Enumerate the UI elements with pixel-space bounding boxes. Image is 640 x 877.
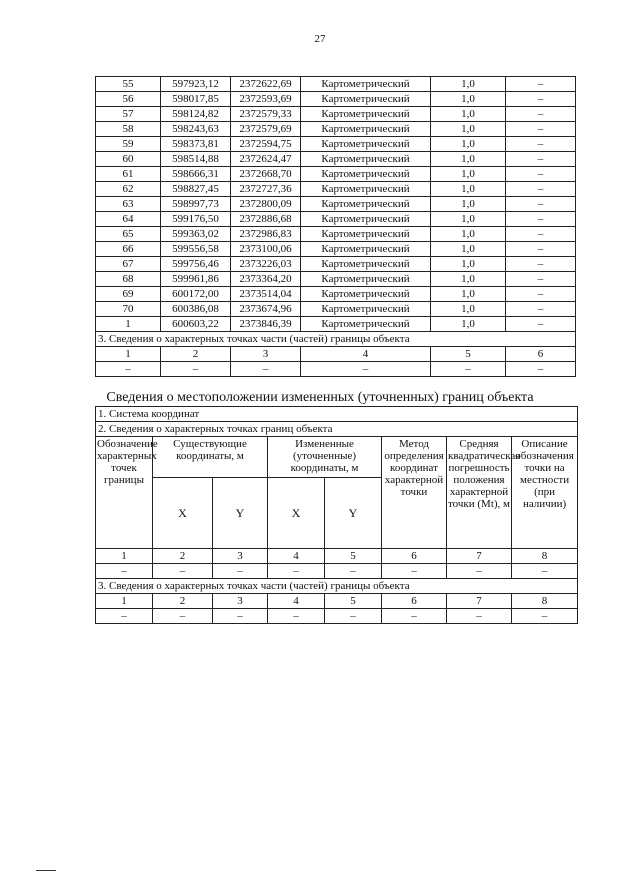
accuracy: 1,0 — [431, 257, 506, 272]
dash-cell: – — [231, 362, 301, 377]
coord-y: 2372624,47 — [231, 152, 301, 167]
coord-y: 2372986,83 — [231, 227, 301, 242]
point-number: 55 — [96, 77, 161, 92]
point-number: 60 — [96, 152, 161, 167]
dash-cell: – — [96, 564, 153, 579]
column-number: 8 — [512, 549, 578, 564]
column-number: 6 — [506, 347, 576, 362]
table-row — [96, 92, 576, 107]
dash-cell: – — [325, 609, 382, 624]
description: – — [506, 257, 576, 272]
point-number: 62 — [96, 182, 161, 197]
description: – — [506, 302, 576, 317]
column-number: 6 — [382, 549, 447, 564]
dash-cell: – — [431, 362, 506, 377]
header-existing-coords: Существующие координаты, м — [153, 437, 268, 478]
coord-x: 598997,73 — [161, 197, 231, 212]
header-existing-x: X — [153, 478, 213, 549]
coord-x: 598124,82 — [161, 107, 231, 122]
description: – — [506, 107, 576, 122]
changed-boundaries-table — [95, 406, 578, 624]
point-number: 1 — [96, 317, 161, 332]
coord-x: 600172,00 — [161, 287, 231, 302]
column-number: 7 — [447, 594, 512, 609]
dash-cell: – — [96, 609, 153, 624]
description: – — [506, 272, 576, 287]
coord-x: 598243,63 — [161, 122, 231, 137]
header-existing-y: Y — [213, 478, 268, 549]
coord-x: 599363,02 — [161, 227, 231, 242]
accuracy: 1,0 — [431, 182, 506, 197]
coordinates-table — [95, 76, 576, 377]
empty-dash-row — [96, 362, 576, 377]
coord-y: 2373364,20 — [231, 272, 301, 287]
header-description: Описание обозначения точки на местности (при наличии) — [512, 437, 578, 549]
point-number: 65 — [96, 227, 161, 242]
table-row — [96, 272, 576, 287]
coord-y: 2372579,33 — [231, 107, 301, 122]
accuracy: 1,0 — [431, 107, 506, 122]
point-number: 64 — [96, 212, 161, 227]
column-number: 5 — [325, 549, 382, 564]
header-method: Метод определения координат характерной точки — [382, 437, 447, 549]
corner-mark — [36, 870, 56, 871]
header-designation: Обозначение характерных точек границы — [96, 437, 153, 549]
coord-x: 597923,12 — [161, 77, 231, 92]
coord-y: 2372886,68 — [231, 212, 301, 227]
coord-y: 2372800,09 — [231, 197, 301, 212]
description: – — [506, 317, 576, 332]
coord-x: 598017,85 — [161, 92, 231, 107]
point-number: 61 — [96, 167, 161, 182]
column-numbers-row — [96, 594, 578, 609]
coord-y: 2373226,03 — [231, 257, 301, 272]
table-row — [96, 167, 576, 182]
dash-cell: – — [301, 362, 431, 377]
coord-x: 598373,81 — [161, 137, 231, 152]
description: – — [506, 212, 576, 227]
coord-x: 598514,88 — [161, 152, 231, 167]
accuracy: 1,0 — [431, 167, 506, 182]
dash-cell: – — [161, 362, 231, 377]
column-numbers-row — [96, 549, 578, 564]
dash-cell: – — [153, 609, 213, 624]
table-row — [96, 77, 576, 92]
table-row — [96, 137, 576, 152]
coord-x: 600386,08 — [161, 302, 231, 317]
dash-cell: – — [512, 609, 578, 624]
column-number: 2 — [161, 347, 231, 362]
description: – — [506, 152, 576, 167]
description: – — [506, 227, 576, 242]
point-number: 58 — [96, 122, 161, 137]
dash-cell: – — [382, 564, 447, 579]
coord-y: 2372579,69 — [231, 122, 301, 137]
coord-y: 2373514,04 — [231, 287, 301, 302]
method: Картометрический — [301, 287, 431, 302]
column-number: 1 — [96, 347, 161, 362]
coordinate-system-row: 1. Система координат — [96, 407, 578, 422]
column-number: 1 — [96, 549, 153, 564]
coord-x: 599176,50 — [161, 212, 231, 227]
column-number: 4 — [268, 549, 325, 564]
dash-cell: – — [512, 564, 578, 579]
table-row — [96, 317, 576, 332]
method: Картометрический — [301, 257, 431, 272]
header-changed-x: X — [268, 478, 325, 549]
accuracy: 1,0 — [431, 242, 506, 257]
dash-cell: – — [268, 564, 325, 579]
coord-y: 2372622,69 — [231, 77, 301, 92]
coord-x: 600603,22 — [161, 317, 231, 332]
accuracy: 1,0 — [431, 152, 506, 167]
description: – — [506, 287, 576, 302]
table-row — [96, 257, 576, 272]
accuracy: 1,0 — [431, 227, 506, 242]
method: Картометрический — [301, 197, 431, 212]
dash-cell: – — [447, 564, 512, 579]
table-row — [96, 302, 576, 317]
method: Картометрический — [301, 227, 431, 242]
description: – — [506, 137, 576, 152]
dash-cell: – — [325, 564, 382, 579]
method: Картометрический — [301, 302, 431, 317]
table-row — [96, 227, 576, 242]
description: – — [506, 242, 576, 257]
accuracy: 1,0 — [431, 137, 506, 152]
coord-x: 599756,46 — [161, 257, 231, 272]
method: Картометрический — [301, 152, 431, 167]
table-row — [96, 152, 576, 167]
table-row — [96, 212, 576, 227]
column-number: 3 — [213, 549, 268, 564]
table-row — [96, 197, 576, 212]
accuracy: 1,0 — [431, 287, 506, 302]
column-number: 8 — [512, 594, 578, 609]
header-changed-coords: Измененные (уточненные) координаты, м — [268, 437, 382, 478]
table-row — [96, 287, 576, 302]
dash-cell: – — [268, 609, 325, 624]
part-points-row: 3. Сведения о характерных точках части (частей) границы объекта — [96, 579, 578, 594]
accuracy: 1,0 — [431, 212, 506, 227]
description: – — [506, 167, 576, 182]
point-number: 56 — [96, 92, 161, 107]
coord-y: 2372594,75 — [231, 137, 301, 152]
boundary-points-row: 2. Сведения о характерных точках границ объекта — [96, 422, 578, 437]
column-number: 6 — [382, 594, 447, 609]
method: Картометрический — [301, 212, 431, 227]
dash-cell: – — [447, 609, 512, 624]
empty-dash-row — [96, 564, 578, 579]
accuracy: 1,0 — [431, 317, 506, 332]
coord-y: 2372668,70 — [231, 167, 301, 182]
dash-cell: – — [382, 609, 447, 624]
column-number: 4 — [268, 594, 325, 609]
point-number: 68 — [96, 272, 161, 287]
point-number: 59 — [96, 137, 161, 152]
page-number: 27 — [314, 33, 326, 45]
method: Картометрический — [301, 137, 431, 152]
header-changed-y: Y — [325, 478, 382, 549]
column-number: 1 — [96, 594, 153, 609]
coord-y: 2372727,36 — [231, 182, 301, 197]
method: Картометрический — [301, 272, 431, 287]
coord-y: 2373674,96 — [231, 302, 301, 317]
empty-dash-row — [96, 609, 578, 624]
column-numbers-row — [96, 347, 576, 362]
point-number: 69 — [96, 287, 161, 302]
description: – — [506, 182, 576, 197]
table-row — [96, 182, 576, 197]
accuracy: 1,0 — [431, 77, 506, 92]
coord-x: 598666,31 — [161, 167, 231, 182]
description: – — [506, 92, 576, 107]
method: Картометрический — [301, 182, 431, 197]
point-number: 57 — [96, 107, 161, 122]
dash-cell: – — [506, 362, 576, 377]
header-accuracy: Средняя квадратическая погрешность положения характерной точки (Mt), м — [447, 437, 512, 549]
accuracy: 1,0 — [431, 122, 506, 137]
column-number: 3 — [231, 347, 301, 362]
column-number: 5 — [431, 347, 506, 362]
point-number: 67 — [96, 257, 161, 272]
section-title: Сведения о местоположении измененных (уточненных) границ объекта — [106, 390, 534, 405]
method: Картометрический — [301, 317, 431, 332]
part-points-row: 3. Сведения о характерных точках части (частей) границы объекта — [96, 332, 576, 347]
accuracy: 1,0 — [431, 272, 506, 287]
accuracy: 1,0 — [431, 197, 506, 212]
coord-y: 2373100,06 — [231, 242, 301, 257]
table-row — [96, 107, 576, 122]
method: Картометрический — [301, 92, 431, 107]
column-number: 4 — [301, 347, 431, 362]
dash-cell: – — [213, 564, 268, 579]
dash-cell: – — [213, 609, 268, 624]
dash-cell: – — [96, 362, 161, 377]
coord-y: 2372593,69 — [231, 92, 301, 107]
method: Картометрический — [301, 242, 431, 257]
method: Картометрический — [301, 107, 431, 122]
point-number: 66 — [96, 242, 161, 257]
column-number: 3 — [213, 594, 268, 609]
method: Картометрический — [301, 167, 431, 182]
accuracy: 1,0 — [431, 302, 506, 317]
coord-y: 2373846,39 — [231, 317, 301, 332]
table-row — [96, 242, 576, 257]
point-number: 63 — [96, 197, 161, 212]
coord-x: 599961,86 — [161, 272, 231, 287]
column-number: 2 — [153, 549, 213, 564]
description: – — [506, 122, 576, 137]
coord-x: 599556,58 — [161, 242, 231, 257]
column-number: 5 — [325, 594, 382, 609]
point-number: 70 — [96, 302, 161, 317]
column-number: 7 — [447, 549, 512, 564]
description: – — [506, 77, 576, 92]
description: – — [506, 197, 576, 212]
dash-cell: – — [153, 564, 213, 579]
table-row — [96, 122, 576, 137]
accuracy: 1,0 — [431, 92, 506, 107]
method: Картометрический — [301, 122, 431, 137]
coord-x: 598827,45 — [161, 182, 231, 197]
method: Картометрический — [301, 77, 431, 92]
column-number: 2 — [153, 594, 213, 609]
